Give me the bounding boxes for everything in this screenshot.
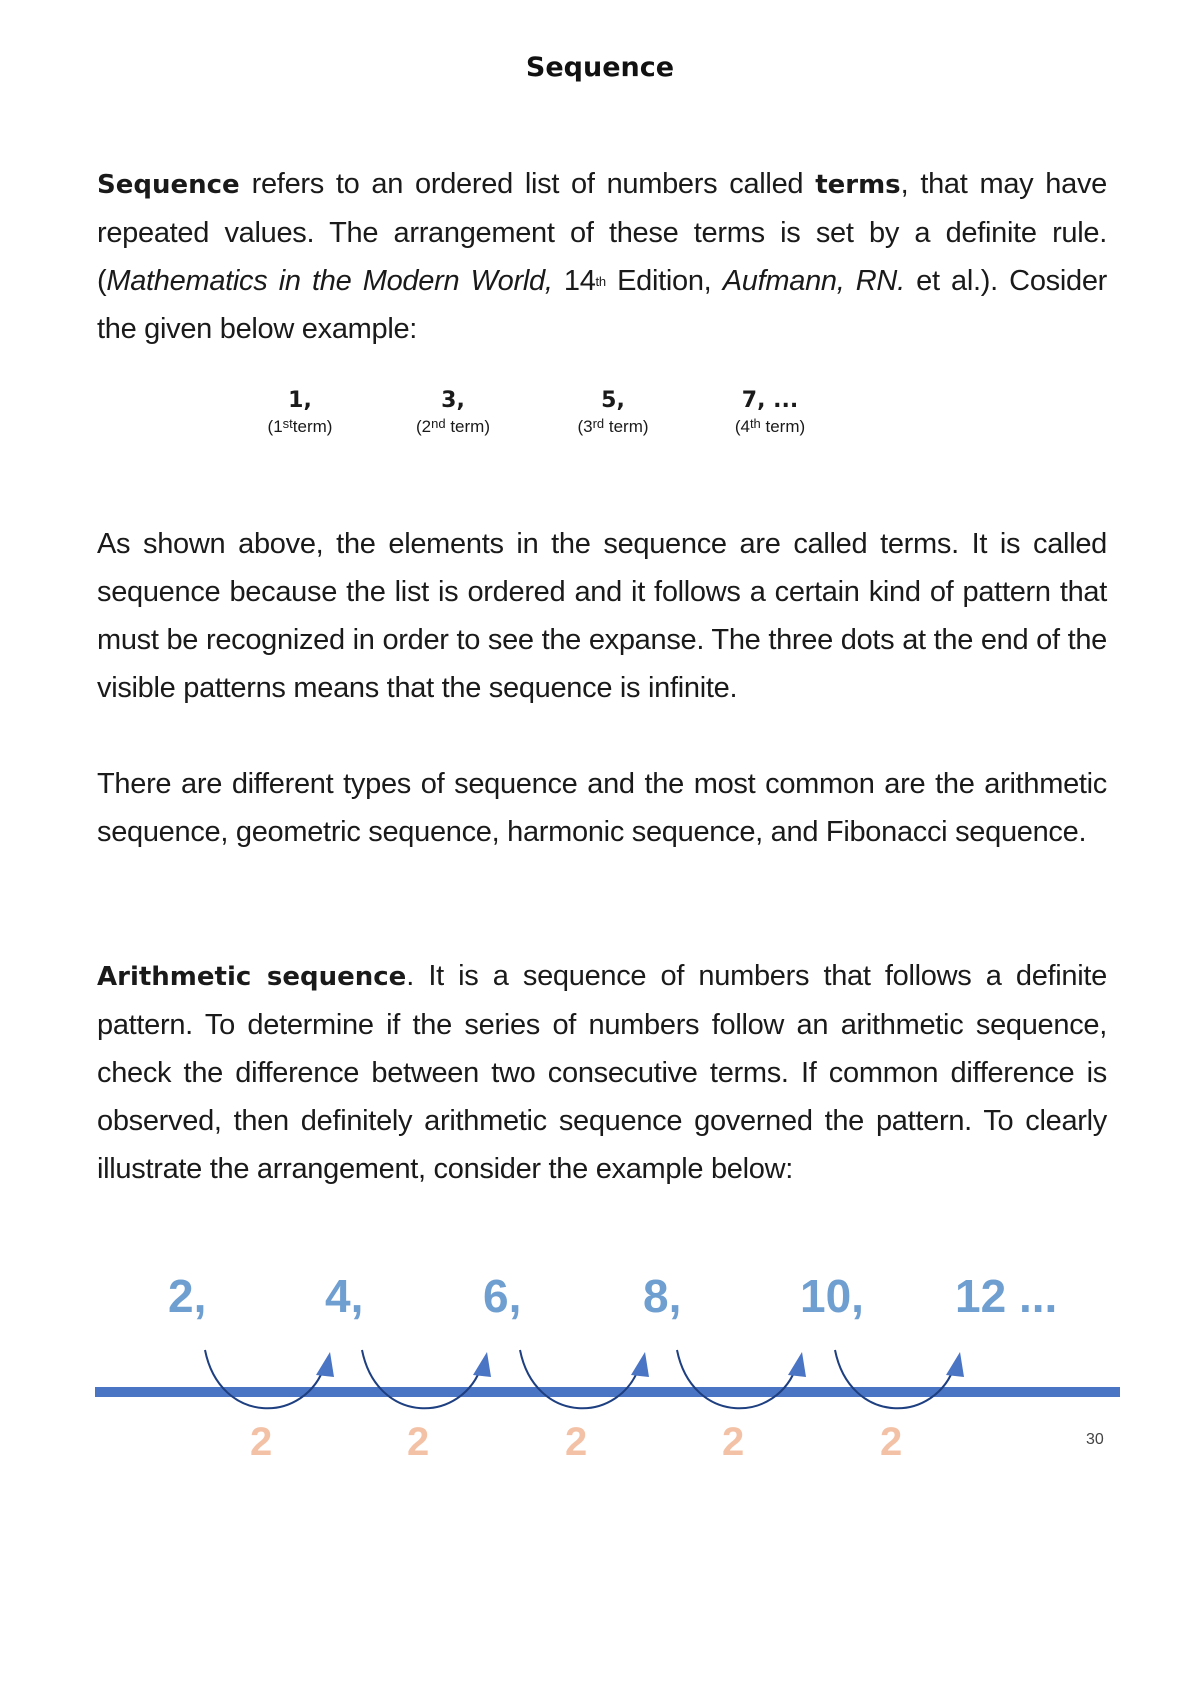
difference-arc-3: [520, 1350, 640, 1408]
paragraph-arithmetic: [97, 952, 1107, 1193]
arithmetic-sequence-diagram: [0, 1250, 1200, 1470]
text: . It is a sequence of numbers that follows a definite pattern. To determine if the series of numbers follow an arithmetic sequence, check the difference between two consecutive terms. If common difference is observed, then definitely arithmetic sequence governed the pattern. To clearly illustrate the arrangement, consider the example below:: [97, 960, 1107, 1185]
text: 14: [552, 265, 596, 297]
term-label: (4th term): [734, 416, 806, 436]
term-label: (2nd term): [416, 416, 490, 436]
difference-arc-4: [677, 1350, 797, 1408]
sequence-term-1: 2,: [168, 1270, 207, 1322]
arrowhead-icon: [946, 1352, 964, 1377]
text: refers to an ordered list of numbers called: [239, 168, 816, 200]
example-term-4: [715, 388, 825, 438]
book-title: Mathematics in the Modern World,: [106, 265, 553, 297]
text: , that may have repeated values. The arrangement of these terms is set by a definite rule. (: [97, 168, 1107, 297]
paragraph-terms-explanation: As shown above, the elements in the sequence are called terms. It is called sequence because the list is ordered and it follows a certain kind of pattern that must be recognized in order to see the expanse. The three dots at the end of the visible patterns means that the sequence is infinite.: [97, 528, 1107, 704]
difference-arc-1: [205, 1350, 325, 1408]
difference-arc-2: [362, 1350, 482, 1408]
term-label: (1stterm): [267, 416, 333, 436]
common-difference-1: 2: [250, 1420, 273, 1464]
page-number: 30: [1086, 1431, 1104, 1448]
page-title: Sequence: [525, 52, 675, 83]
sequence-term-3: 6,: [483, 1270, 522, 1322]
term-value: 5,: [601, 388, 625, 413]
paragraph-definition: [97, 160, 1107, 353]
common-difference-4: 2: [722, 1420, 745, 1464]
example-term-2: [398, 388, 508, 438]
term-value: 1,: [288, 388, 312, 413]
example-term-1: [245, 388, 355, 438]
author: Aufmann, RN.: [722, 265, 905, 297]
arrowhead-icon: [473, 1352, 491, 1377]
text: Edition,: [605, 265, 723, 297]
paragraph-sequence-types: There are different types of sequence and the most common are the arithmetic sequence, geometric sequence, harmonic sequence, and Fibonacci sequence.: [97, 768, 1107, 848]
term-value: 3,: [441, 388, 465, 413]
sequence-term-6: 12 ...: [955, 1270, 1058, 1322]
term-sequence: Sequence: [97, 170, 240, 200]
term-arithmetic-sequence: Arithmetic sequence: [97, 962, 407, 992]
common-difference-3: 2: [565, 1420, 588, 1464]
term-value: 7, ...: [741, 388, 799, 413]
arrowhead-icon: [316, 1352, 334, 1377]
arrowhead-icon: [788, 1352, 806, 1377]
text: et al.). Cosider the given below example:: [97, 265, 1108, 345]
arrowhead-icon: [631, 1352, 649, 1377]
sequence-term-5: 10,: [800, 1270, 864, 1322]
example-term-3: [558, 388, 668, 438]
sequence-term-4: 8,: [643, 1270, 682, 1322]
sequence-term-2: 4,: [325, 1270, 364, 1322]
term-terms: terms: [815, 170, 901, 200]
number-line: [95, 1387, 1120, 1397]
term-label: (3rd term): [577, 416, 649, 436]
common-difference-5: 2: [880, 1420, 903, 1464]
superscript: th: [595, 274, 606, 289]
common-difference-2: 2: [407, 1420, 430, 1464]
difference-arc-5: [835, 1350, 955, 1408]
